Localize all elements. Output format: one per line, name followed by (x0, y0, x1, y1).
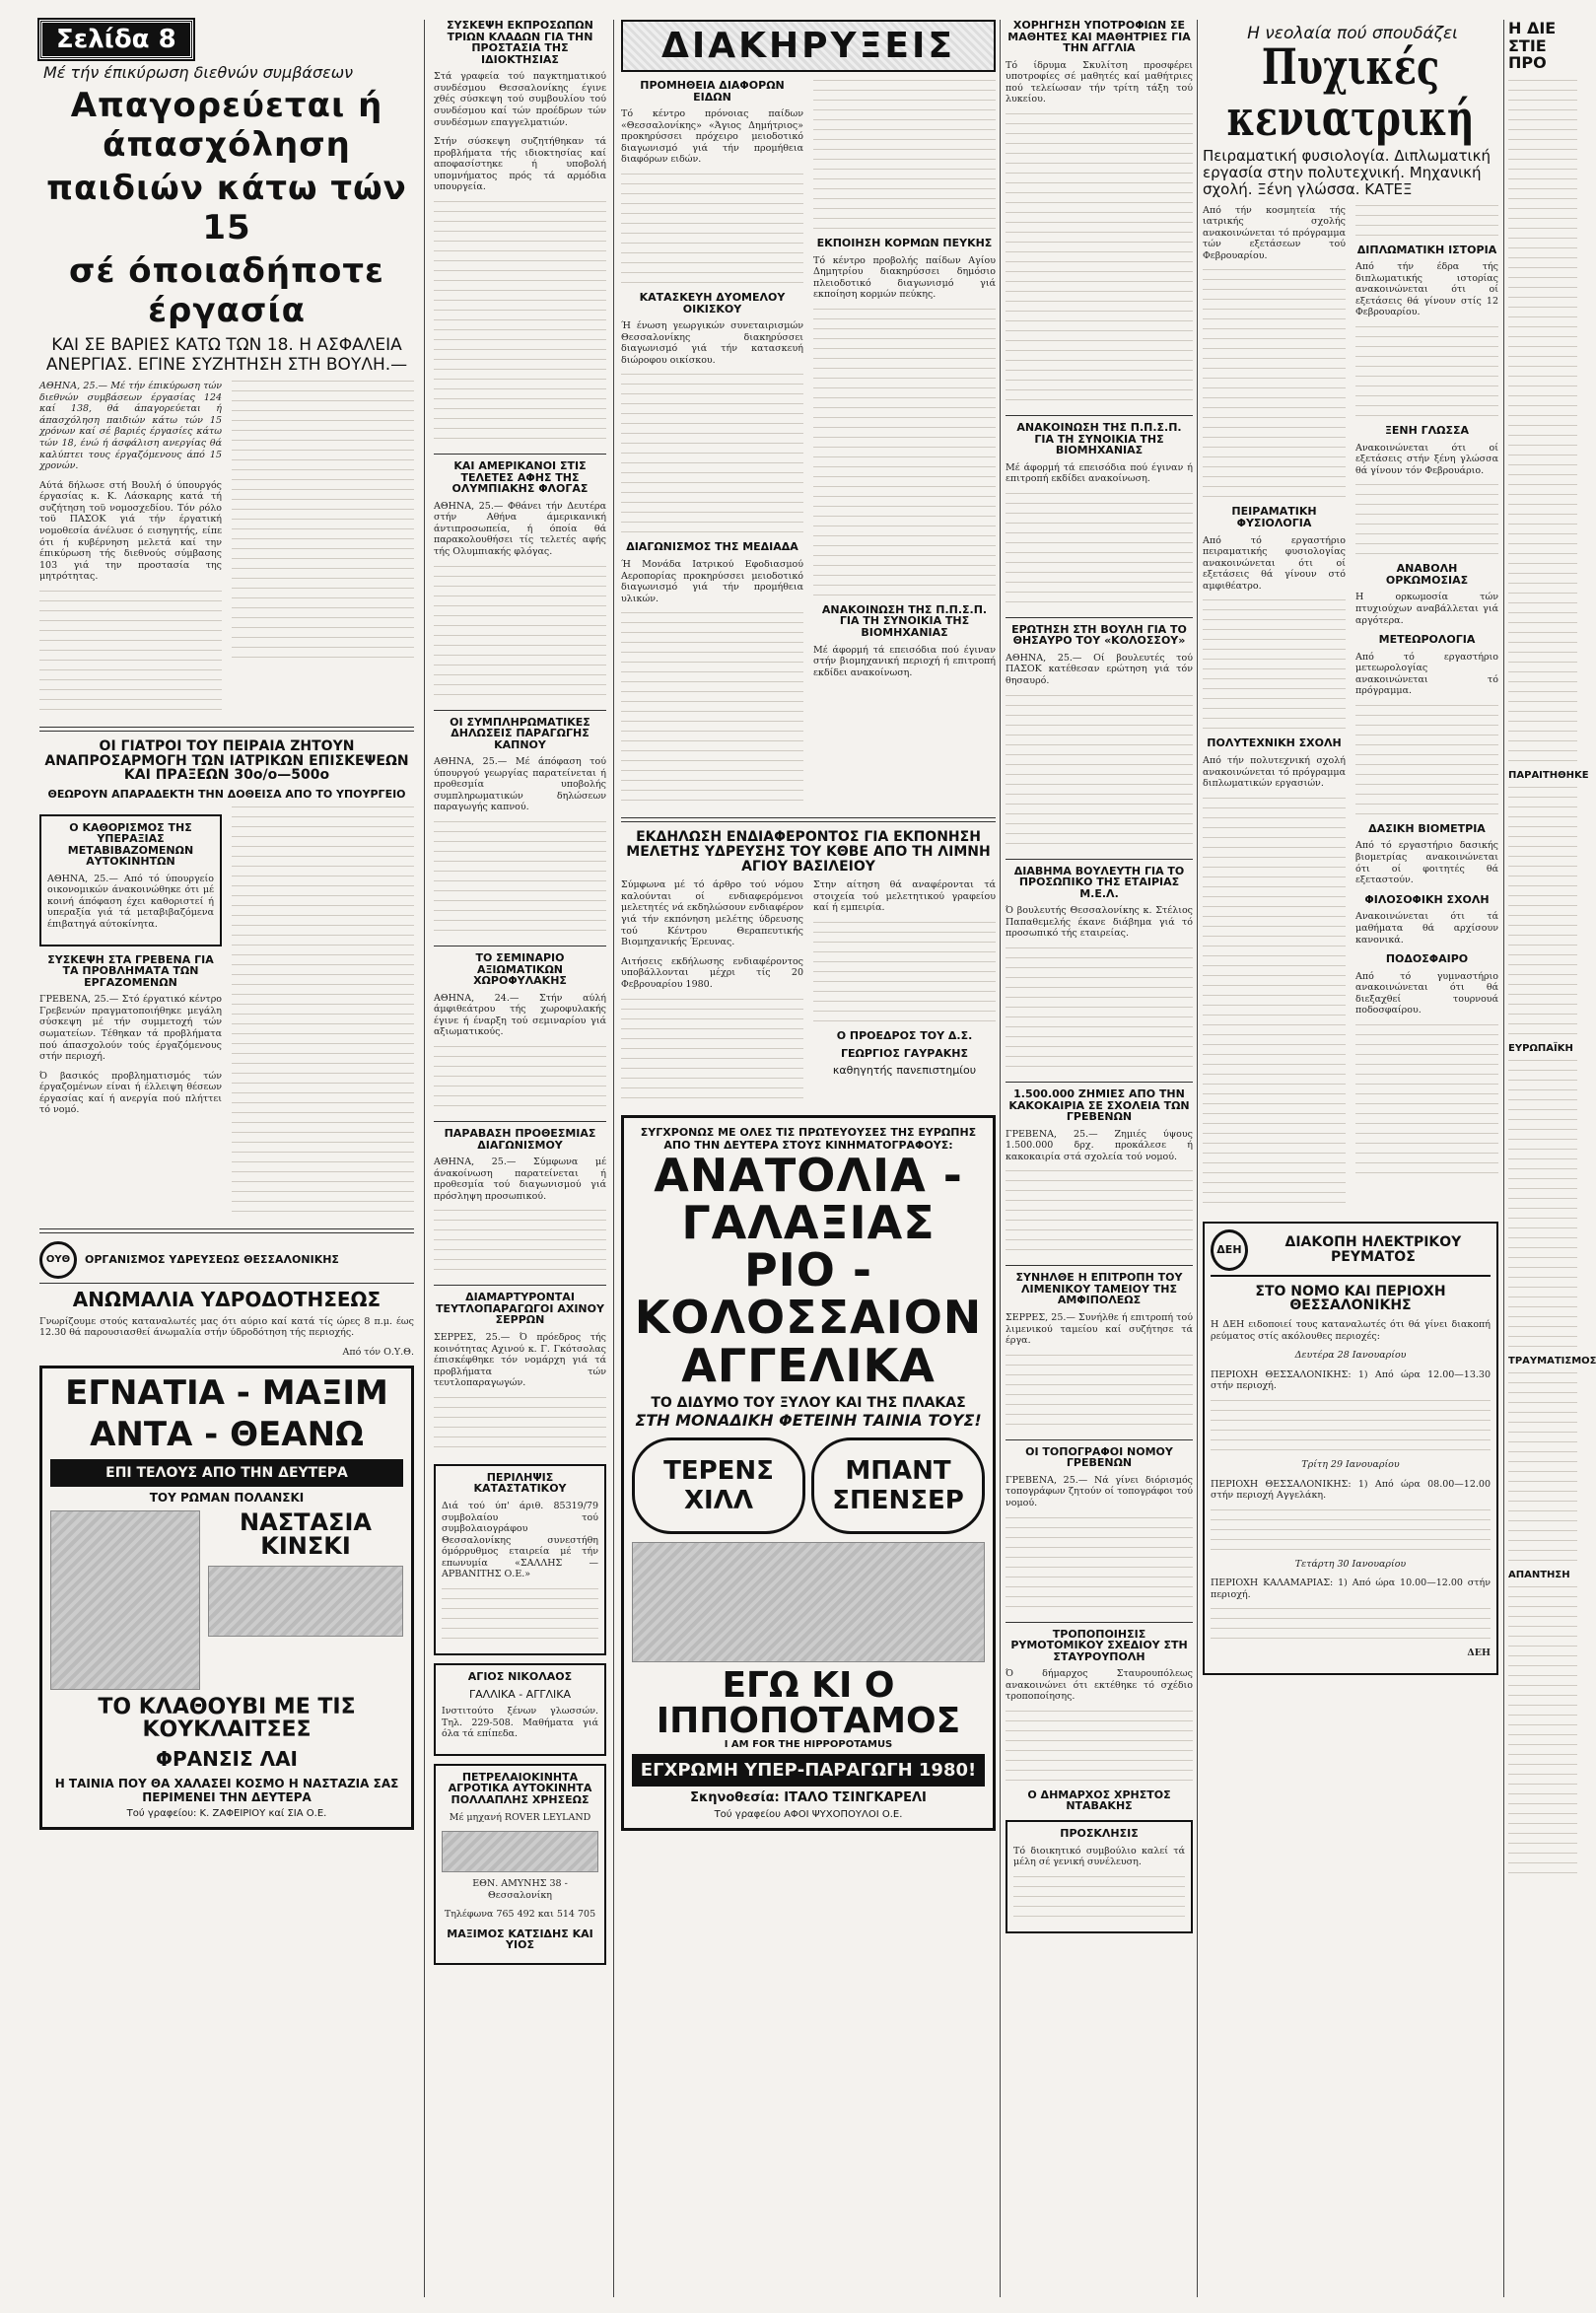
oyth-logo-icon: ΟΥΘ (39, 1241, 77, 1279)
water-study-text-3: Στην αίτηση θά αναφέρονται τά στοιχεία τού μελετητικού γραφείου καί ή εμπειρία. (813, 879, 996, 914)
column-2 (434, 20, 606, 1973)
oyth-ad (39, 1241, 414, 1359)
water-study-article (621, 879, 996, 1106)
section-divider (39, 1228, 414, 1233)
article-text-filler (1355, 1024, 1498, 1182)
announcement-1-text: Τό κέντρο πρόνοιας παίδων «Θεσσαλονίκης» «Άγιος Δημήτριος» προκηρύσσει πρόχειρο μειοδοτικό διαγωνισμό γιά τήν προμήθεια διαφόρων ειδών. (621, 108, 803, 166)
article-text-filler (621, 612, 803, 809)
scholarship-title: ΧΟΡΗΓΗΣΗ ΥΠΟΤΡΟΦΙΩΝ ΣΕ ΜΑΘΗΤΕΣ ΚΑΙ ΜΑΘΗΤΡΙΕΣ ΓΙΑ ΤΗΝ ΑΓΓΛΙΑ (1007, 19, 1191, 55)
cinema-star-name: ΝΑΣΤΑΣΙΑ ΚΙΝΣΚΙ (240, 1507, 372, 1560)
article-text-filler (434, 566, 606, 704)
vehicles-ad-address: ΕΘΝ. ΑΜΥΝΗΣ 38 - Θεσσαλονίκη (472, 1878, 568, 1901)
town-plan-title: ΤΡΟΠΟΠΟΙΗΣΙΣ ΡΥΜΟΤΟΜΙΚΟΥ ΣΧΕΔΙΟΥ ΣΤΗ ΣΤΑΥΡΟΥΠΟΛΗ (1010, 1627, 1188, 1663)
cinema-venues-line1: ΑΝΑΤΟΛΙΑ - ΓΑΛΑΞΙΑΣ (654, 1148, 963, 1249)
lead-kicker: Μέ τήν έπικύρωση διεθνών συμβάσεων (43, 63, 354, 82)
tobacco-title: ΟΙ ΣΥΜΠΛΗΡΩΜΑΤΙΚΕΣ ΔΗΛΩΣΕΙΣ ΠΑΡΑΓΩΓΗΣ ΚΑΠΝΟΥ (450, 715, 590, 751)
surveyors-text: ΓΡΕΒΕΝΑ, 25.— Νά γίνει διόρισμός τοπογράφων ζητούν οί τοπογράφοι τού νομού. (1006, 1474, 1193, 1508)
article-text-filler (1355, 326, 1498, 425)
oath-postponed-text: Η ορκωμοσία τών πτυχιούχων αναβάλλεται γιά αργότερα. (1355, 592, 1498, 626)
oyth-title: ΑΝΩΜΑΛΙΑ ΥΔΡΟΔΟΤΗΣΕΩΣ (72, 1287, 382, 1311)
announcements-header: ΔΙΑΚΗΡΥΞΕΙΣ (621, 20, 996, 72)
article-text-filler (1508, 80, 1577, 770)
cinema-venues-1: ΕΓΝΑΤΙΑ - ΜΑΞΙΜ (65, 1373, 388, 1414)
outage-day-2: Τρίτη 29 Ιανουαρίου (1301, 1458, 1400, 1470)
column-4 (1006, 20, 1193, 1941)
water-study-headline: ΕΚΔΗΛΩΣΗ ΕΝΔΙΑΦΕΡΟΝΤΟΣ ΓΙΑ ΕΚΠΟΝΗΣΗ ΜΕΛΕΤΗΣ ΥΔΡΕΥΣΗΣ ΤΟΥ ΚΘΒΕ ΑΠΟ ΤΗ ΛΙΜΝΗ ΑΓΙΟΥ ΒΑΣΙΛΕΙΟΥ (626, 829, 991, 875)
section-divider (1006, 1622, 1193, 1623)
section-philosophy: ΦΙΛΟΣΟΦΙΚΗ ΣΧΟΛΗ (1364, 892, 1490, 906)
cinema-ad-nastasia (39, 1366, 414, 1830)
cropped-headline-3: ΠΡΟ (1508, 53, 1547, 73)
invitation-title: ΠΡΟΣΚΛΗΣΙΣ (1060, 1827, 1139, 1840)
cinema-credit: ΤΟΥ ΡΩΜΑΝ ΠΟΛΑΝΣΚΙ (149, 1490, 305, 1505)
article-text-filler (1508, 1372, 1577, 1570)
storm-damage-text: ΓΡΕΒΕΝΑ, 25.— Ζημιές ύψους 1.500.000 δρχ. προκάλεσε ή κακοκαιρία στά σχολεία τού νομού. (1006, 1128, 1193, 1162)
industry-notice-title: ΑΝΑΚΟΙΝΩΣΗ ΤΗΣ Π.Π.Σ.Π. ΓΙΑ ΤΗ ΣΥΝΟΙΚΙΑ ΤΗΣ ΒΙΟΜΗΧΑΝΙΑΣ (1016, 420, 1182, 457)
section-divider (1006, 1439, 1193, 1440)
announcement-3-text: Τό κέντρο προβολής παίδων Αγίου Δημητρίου διακηρύσσει δημόσιο πλειοδοτικό διαγωνισμό γιά εκποίηση κορμών πεύκης. (813, 254, 996, 301)
article-text-filler (232, 381, 414, 666)
gendarmerie-title: ΤΟ ΣΕΜΙΝΑΡΙΟ ΑΞΙΩΜΑΤΙΚΩΝ ΧΩΡΟΦΥΛΑΚΗΣ (473, 951, 567, 988)
vehicle-illustration (442, 1831, 598, 1872)
announcement-6-text: Μέ άφορμή τά επεισόδια πού έγιναν στήν βιομηχανική περιοχή ή επιτροπή εκδίδει ανακοίνωση. (813, 644, 996, 678)
invitation-text: Τό διοικητικό συμβούλιο καλεί τά μέλη σέ γενική συνέλευση. (1013, 1845, 1185, 1868)
cinema-film-title: ΤΟ ΚΛΑΘΟΥΒΙ ΜΕ ΤΙΣ ΚΟΥΚΛΑΙΤΣΕΣ (98, 1694, 356, 1742)
cropped-headline-7: ΑΠΑΝΤΗΣΗ (1508, 1569, 1570, 1580)
article-text-filler (1006, 947, 1193, 1076)
philosophy-text: Ανακοινώνεται ότι τά μαθήματα θά αρχίσουν κανονικά. (1355, 911, 1498, 946)
announcements-grid (621, 80, 996, 809)
section-football: ΠΟΔΟΣΦΑΙΡΟ (1385, 952, 1469, 966)
experimental-physiology-text: Από τό εργαστήριο πειραματικής φυσιολογίας ανακοινώνεται ότι οί εξετάσεις θά γίνουν στό αμφιθέατρο. (1203, 534, 1346, 592)
surveyors-title: ΟΙ ΤΟΠΟΓΡΑΦΟΙ ΝΟΜΟΥ ΓΡΕΒΕΝΩΝ (1025, 1444, 1173, 1470)
article-text-filler (1203, 269, 1346, 506)
port-fund-text: ΣΕΡΡΕΣ, 25.— Συνήλθε ή επιτροπή τού λιμενικού ταμείου καί συζήτησε τά έργα. (1006, 1311, 1193, 1347)
power-outage-subtitle: ΣΤΟ ΝΟΜΟ ΚΑΙ ΠΕΡΙΟΧΗ ΘΕΣΣΑΛΟΝΙΚΗΣ (1255, 1283, 1446, 1314)
cropped-headline-6: ΤΡΑΥΜΑΤΙΣΜΟΣ (1508, 1355, 1596, 1367)
section-divider (621, 817, 996, 822)
students-kicker: Η νεολαία πού σπουδάζει (1247, 24, 1458, 43)
gendarmerie-text: ΑΘΗΝΑ, 24.— Στήν αύλή άμφιθεάτρου τής χωροφυλακής έγινε ή έναρξη τού σεμιναρίου γιά αξιωματικούς. (434, 992, 606, 1038)
section-divider (1006, 1082, 1193, 1083)
port-fund-title: ΣΥΝΗΛΘΕ Η ΕΠΙΤΡΟΠΗ ΤΟΥ ΛΙΜΕΝΙΚΟΥ ΤΑΜΕΙΟΥ ΤΗΣ ΑΜΦΙΠΟΛΕΩΣ (1015, 1271, 1183, 1307)
article-text-filler (1211, 1400, 1491, 1459)
article-text-filler (1211, 1509, 1491, 1559)
announcement-1-title: ΠΡΟΜΗΘΕΙΑ ΔΙΑΦΟΡΩΝ ΕΙΔΩΝ (640, 79, 785, 104)
article-text-filler (621, 999, 803, 1107)
section-foreign-language: ΞΕΝΗ ΓΛΩΣΣΑ (1384, 423, 1470, 437)
students-intro: Από τήν κοσμητεία τής ιατρικής σχολής ανακοινώνεται τό πρόγραμμα τών εξετάσεων τού Φεβρουαρίου. (1203, 204, 1346, 261)
lead-paragraph: ΑΘΗΝΑ, 25.— Μέ τήν έπικύρωση τών διεθνών συμβάσεων έργασίας 124 καί 138, θά άπαγορεύεται ή άπασχόληση παιδιών κάτω τών 15 χρόνων καί σέ βαριές έργασίες κάτω τών 18, ένώ ή άσφάλιση ανεργίας θά καλύπτει τους έργαζόμενους άπό 15 χρονών. (39, 381, 222, 472)
article-text-filler (1006, 493, 1193, 611)
olympic-flame-title: ΚΑΙ ΑΜΕΡΙΚΑΝΟΙ ΣΤΙΣ ΤΕΛΕΤΕΣ ΑΦΗΣ ΤΗΣ ΟΛΥΜΠΙΑΚΗΣ ΦΛΟΓΑΣ (451, 458, 589, 496)
article-text-filler (1211, 1608, 1491, 1647)
cinema-distributor: Τού γραφείου ΑΦΟΙ ΨΥΧΟΠΟΥΛΟΙ Ο.Ε. (714, 1809, 903, 1820)
lead-article (39, 381, 414, 719)
town-plan-signature: Ο ΔΗΜΑΡΧΟΣ ΧΡΗΣΤΟΣ ΝΤΑΒΑΚΗΣ (1027, 1787, 1171, 1813)
signatory-role: καθηγητής πανεπιστημίου (832, 1064, 977, 1078)
cropped-headline-5: ΕΥΡΩΠΑΪΚΗ (1508, 1042, 1573, 1054)
car-tax-text: ΑΘΗΝΑ, 25.— Από τό ύπουργείο οικονομικών άνακοινώθηκε ότι μέ κοινή άπόφαση έχει καθοριστεί ή υπεραξία γιά τά μεταβιβαζόμενα έπιβατηγά αύτοκίνητα. (47, 873, 214, 931)
column-3 (621, 20, 996, 1831)
cinema-venues-line3: ΑΓΓΕΛΙΚΑ (681, 1338, 936, 1392)
section-divider (434, 1121, 606, 1122)
mel-staff-title: ΔΙΑΒΗΜΑ ΒΟΥΛΕΥΤΗ ΓΙΑ ΤΟ ΠΡΟΣΩΠΙΚΟ ΤΗΣ ΕΤΑΙΡΙΑΣ Μ.Ε.Λ. (1013, 864, 1185, 900)
article-text-filler (1508, 1060, 1577, 1356)
oyth-text: Γνωρίζουμε στούς καταναλωτές μας ότι αύριο καί κατά τίς ώρες 8 π.μ. έως 12.30 θά παρουσιασθεί άνωμαλία στήν ύδροδότηση τής περιοχής. (39, 1315, 414, 1339)
language-school-title: ΑΓΙΟΣ ΝΙΚΟΛΑΟΣ (467, 1670, 573, 1684)
cinema-director: Σκηνοθεσία: ΙΤΑΛΟ ΤΣΙΝΓΚΑΡΕΛΙ (690, 1790, 927, 1805)
water-study-text-2: Αιτήσεις εκδήλωσης ενδιαφέροντος υποβάλλονται μέχρι τίς 20 Φεβρουαρίου 1980. (621, 955, 803, 990)
signatory-name: ΓΕΩΡΓΙΟΣ ΓΑΥΡΑΚΗΣ (840, 1046, 969, 1060)
students-headline: Πυχικές κενιατρική (1226, 37, 1475, 147)
grevena-text-2: Ό βασικός προβληματισμός τών έργαζομένων είναι ή έλλειψη θέσεων έργασίας καί ή ανεργία πού πλήττει τό νομό. (39, 1070, 222, 1116)
cinema-poster-illustration (632, 1542, 985, 1662)
vehicles-ad-signature: ΜΑΞΙΜΟΣ ΚΑΤΣΙΔΗΣ ΚΑΙ ΥΙΟΣ (447, 1927, 593, 1952)
property-meeting-text-2: Στήν σύσκεψη συζητήθηκαν τά προβλήματα τής ιδιοκτησίας καί αποφασίστηκε ή υποβολή υπομνήματος πρός τά αρμόδια υπουργεία. (434, 136, 606, 193)
article-text-filler (1006, 1517, 1193, 1616)
article-text-filler (434, 1046, 606, 1115)
dei-logo-icon: ΔΕΗ (1211, 1229, 1248, 1271)
signatory-title: Ο ΠΡΟΕΔΡΟΣ ΤΟΥ Δ.Σ. (836, 1029, 973, 1043)
olympic-flame-text: ΑΘΗΝΑ, 25.— Φθάνει τήν Δευτέρα στήν Αθήνα άμερικανική άντιπροσωπεία, ή όποία θά παρακολουθήσει τίς τελετές αφής τής Ολυμπιακής φλόγας. (434, 500, 606, 557)
meteorology-text: Από τό εργαστήριο μετεωρολογίας ανακοινώνεται τό πρόγραμμα. (1355, 651, 1498, 697)
announcement-4-text: Ή Μονάδα Ιατρικού Εφοδιασμού Αεροπορίας προκηρύσσει μειοδοτικό διαγωνισμό γιά τήν προμήθεια υλικών. (621, 558, 803, 604)
section-experimental-physiology: ΠΕΙΡΑΜΑΤΙΚΗ ΦΥΣΙΟΛΟΓΙΑ (1231, 505, 1317, 529)
article-text-filler (621, 174, 803, 292)
doctors-subheadline: ΘΕΩΡΟΥΝ ΑΠΑΡΑΔΕΚΤΗ ΤΗΝ ΔΟΘΕΙΣΑ ΑΠΟ ΤΟ ΥΠΟΥΡΓΕΙΟ (47, 787, 406, 801)
article-text-filler (1355, 205, 1498, 245)
article-text-filler (1355, 484, 1498, 563)
article-text-filler (621, 374, 803, 541)
foreign-language-text: Ανακοινώνεται ότι οί εξετάσεις στήν ξένη γλώσσα θά γίνουν τόν Φεβρουάριο. (1355, 442, 1498, 476)
article-text-filler (434, 1210, 606, 1279)
article-text-filler (1203, 599, 1346, 737)
article-text-filler (434, 1397, 606, 1456)
cinema-photo-illustration (208, 1566, 403, 1637)
cinema-banner: ΕΠΙ ΤΕΛΟΥΣ ΑΠΟ ΤΗΝ ΔΕΥΤΕΡΑ (50, 1459, 403, 1487)
column-rule (613, 20, 614, 2297)
cinema-duo-line-2: ΣΤΗ ΜΟΝΑΔΙΚΗ ΦΕΤΕΙΝΗ ΤΑΙΝΙΑ ΤΟΥΣ! (635, 1411, 982, 1430)
grevena-title: ΣΥΣΚΕΨΗ ΣΤΑ ΓΡΕΒΕΝΑ ΓΙΑ ΤΑ ΠΡΟΒΛΗΜΑΤΑ ΤΩΝ ΕΡΓΑΖΟΜΕΝΩΝ (47, 952, 214, 989)
cinema-tagline: ΕΓΧΡΩΜΗ ΥΠΕΡ-ΠΑΡΑΓΩΓΗ 1980! (632, 1754, 985, 1787)
cinema-venues-line2: ΡΙΟ - ΚΟΛΟΣΣΑΙΟΝ (634, 1243, 983, 1345)
article-text-filler (1006, 695, 1193, 853)
forest-biometry-text: Από τό εργαστήριο δασικής βιομετρίας ανακοινώνεται ότι οί φοιτητές θά εξεταστούν. (1355, 840, 1498, 886)
students-article (1203, 205, 1498, 1212)
outage-day-3: Τετάρτη 30 Ιανουαρίου (1294, 1558, 1407, 1570)
cropped-headline-4: ΠΑΡΑΙΤΗΘΗΚΕ (1508, 769, 1589, 781)
cinema-star-2: ΜΠΑΝΤ ΣΠΕΝΣΕΡ (811, 1437, 985, 1534)
power-outage-signature: ΔΕΗ (1467, 1647, 1491, 1659)
property-meeting-text: Στά γραφεία τού παγκτηματικού συνδέσμου Θεσσαλονίκης έγινε χθές σύσκεψη τού συμβουλίου τού συνδέσμου καί τών προέδρων τών συνδέσμων επαγγελματιών. (434, 71, 606, 128)
vehicles-ad-title: ΠΕΤΡΕΛΑΙΟΚΙΝΗΤΑ ΑΓΡΟΤΙΚΑ ΑΥΤΟΚΙΝΗΤΑ ΠΟΛΛΑΠΛΗΣ ΧΡΗΣΕΩΣ (448, 1770, 592, 1806)
announcement-3-title: ΕΚΠΟΙΗΣΗ ΚΟΡΜΩΝ ΠΕΥΚΗΣ (816, 237, 993, 249)
deadline-title: ΠΑΡΑΒΑΣΗ ΠΡΟΘΕΣΜΙΑΣ ΔΙΑΓΩΝΙΣΜΟΥ (444, 1126, 596, 1152)
cinema-venues-2: ΑΝΤΑ - ΘΕΑΝΩ (90, 1414, 364, 1454)
column-6-cropped (1508, 19, 1596, 1882)
vehicles-ad-box (434, 1764, 606, 1965)
lead-subheadline: ΚΑΙ ΣΕ ΒΑΡΙΕΣ ΚΑΤΩ ΤΩΝ 18. Η ΑΣΦΑΛΕΙΑ ΑΝΕΡΓΙΑΣ. ΕΓΙΝΕ ΣΥΖΗΤΗΣΗ ΣΤΗ ΒΟΥΛΗ.— (45, 335, 408, 375)
announcement-6-title: ΑΝΑΚΟΙΝΩΣΗ ΤΗΣ Π.Π.Σ.Π. ΓΙΑ ΤΗ ΣΥΝΟΙΚΙΑ ΤΗΣ ΒΙΟΜΗΧΑΝΙΑΣ (821, 602, 988, 639)
treasure-question-text: ΑΘΗΝΑ, 25.— Οί βουλευτές τού ΠΑΣΟΚ κατέθεσαν ερώτηση γιά τόν θησαυρό. (1006, 652, 1193, 686)
deadline-text: ΑΘΗΝΑ, 25.— Σύμφωνα μέ άνακοίνωση παρατείνεται ή προθεσμία τού διαγωνισμού γιά πρόσληψη προσωπικού. (434, 1156, 606, 1202)
cinema-ad-hippopotamus (621, 1115, 996, 1831)
article-text-filler (1355, 705, 1498, 823)
outage-area-1: ΠΕΡΙΟΧΗ ΘΕΣΣΑΛΟΝΙΚΗΣ: 1) Από ώρα 12.00—13.30 στήν περιοχή. (1211, 1368, 1491, 1392)
polytechnic-text: Από τήν πολυτεχνική σχολή ανακοινώνεται τό πρόγραμμα διπλωματικών εργασιών. (1203, 754, 1346, 790)
cinema-film-title: ΕΓΩ ΚΙ Ο ΙΠΠΟΠΟΤΑΜΟΣ (656, 1665, 961, 1741)
cinema-film-title-en: I AM FOR THE HIPPOPOTAMUS (724, 1739, 893, 1750)
property-meeting-title: ΣΥΣΚΕΨΗ ΕΚΠΡΟΣΩΠΩΝ ΤΡΙΩΝ ΚΛΑΔΩΝ ΓΙΑ ΤΗΝ ΠΡΟΣΤΑΣΙΑ ΤΗΣ ΙΔΙΟΚΤΗΣΙΑΣ (447, 19, 593, 66)
diplomatic-history-text: Από τήν έδρα τής διπλωματικής ιστορίας ανακοινώνεται ότι οί εξετάσεις θά γίνουν στίς 12 Φεβρουαρίου. (1355, 261, 1498, 318)
article-text-filler (1508, 787, 1577, 1043)
section-divider (1006, 1265, 1193, 1266)
treasure-question-title: ΕΡΩΤΗΣΗ ΣΤΗ ΒΟΥΛΗ ΓΙΑ ΤΟ ΘΗΣΑΥΡΟ ΤΟΥ «ΚΟΛΟΣΣΟΥ» (1011, 622, 1187, 648)
doctors-article (39, 806, 414, 1221)
section-diplomatic-history: ΔΙΠΛΩΜΑΤΙΚΗ ΙΣΤΟΡΙΑ (1356, 243, 1497, 256)
invitation-box (1006, 1820, 1193, 1933)
car-tax-title: Ο ΚΑΘΟΡΙΣΜΟΣ ΤΗΣ ΥΠΕΡΑΞΙΑΣ ΜΕΤΑΒΙΒΑΖΟΜΕΝΩΝ ΑΥΤΟΚΙΝΗΤΩΝ (67, 820, 194, 869)
article-text-filler (813, 922, 996, 1030)
section-divider (1006, 415, 1193, 416)
language-school-box (434, 1663, 606, 1756)
article-text-filler (434, 201, 606, 448)
oyth-organization: ΟΡΓΑΝΙΣΜΟΣ ΥΔΡΕΥΣΕΩΣ ΘΕΣΣΑΛΟΝΙΚΗΣ (85, 1252, 339, 1266)
scholarship-text: Τό ίδρυμα Σκυλίτση προσφέρει υποτροφίες σέ μαθητές καί μαθήτριες πού τελείωσαν τήν τρίτη τάξη τού λυκείου. (1006, 59, 1193, 105)
section-divider (1006, 859, 1193, 860)
car-tax-box (39, 814, 222, 946)
section-polytechnic: ΠΟΛΥΤΕΧΝΙΚΗ ΣΧΟΛΗ (1207, 736, 1342, 750)
mel-staff-text: Ό βουλευτής Θεσσαλονίκης κ. Στέλιος Παπαθεμελής έκανε διάβημα γιά τό προσωπικό τής εταιρείας. (1006, 905, 1193, 940)
language-school-subtitle: ΓΑΛΛΙΚΑ - ΑΓΓΛΙΚΑ (469, 1687, 571, 1701)
company-statute-title: ΠΕΡΙΛΗΨΙΣ ΚΑΤΑΣΤΑΤΙΚΟΥ (473, 1470, 567, 1496)
section-oath-postponed: ΑΝΑΒΟΛΗ ΟΡΚΩΜΟΣΙΑΣ (1385, 562, 1469, 587)
power-outage-title: ΔΙΑΚΟΠΗ ΗΛΕΚΤΡΙΚΟΥ ΡΕΥΜΑΤΟΣ (1284, 1234, 1462, 1265)
power-outage-intro: Η ΔΕΗ ειδοποιεί τους καταναλωτές ότι θά γίνει διακοπή ρεύματος στίς ακόλουθες περιοχές: (1211, 1319, 1491, 1342)
article-text-filler (813, 80, 996, 238)
column-rule (1000, 20, 1001, 2297)
article-text-filler (1006, 113, 1193, 409)
lead-headline-line2: παιδιών κάτω τών 15 (46, 169, 407, 247)
lead-headline-line1: Απαγορεύεται ή άπασχόληση (70, 86, 383, 165)
article-text-filler (232, 806, 414, 1221)
section-divider (39, 727, 414, 732)
vehicles-ad-phone: Τηλέφωνα 765 492 και 514 705 (444, 1909, 596, 1921)
company-statute-text: Διά τού ύπ' άριθ. 85319/79 συμβολαίου τού συμβολαιογράφου Θεσσαλονίκης συνεστήθη όμόρρυθμος εταιρεία μέ τήν επωνυμία «ΣΑΛΛΗΣ — ΑΡΒΑΝΙΤΗΣ Ο.Ε.» (442, 1501, 598, 1580)
outage-area-2: ΠΕΡΙΟΧΗ ΘΕΣΣΑΛΟΝΙΚΗΣ: 1) Από ώρα 08.00—12.00 στήν περιοχή Αγγελάκη. (1211, 1478, 1491, 1502)
article-text-filler (1006, 1711, 1193, 1789)
tobacco-text: ΑΘΗΝΑ, 25.— Μέ άπόφαση τού ύπουργού γεωργίας παρατείνεται ή προθεσμία υποβολής συμπληρωματικών δηλώσεων παραγωγής καπνού. (434, 756, 606, 813)
column-rule (424, 20, 425, 2297)
announcement-2-text: Ή ένωση γεωργικών συνεταιρισμών Θεσσαλονίκης διακηρύσσει διαγωνισμό γιά τήν κατασκευή διώροφου οικίσκου. (621, 320, 803, 366)
article-text-filler (434, 821, 606, 940)
beet-growers-text: ΣΕΡΡΕΣ, 25.— Ό πρόεδρος τής κοινότητας Αχινού κ. Γ. Γκότσολας έπισκέφθηκε τόν νομάρχη γιά τά προβλήματα τών τευτλοπαραγωγών. (434, 1332, 606, 1389)
cinema-duo-line: ΤΟ ΔΙΔΥΜΟ ΤΟΥ ΞΥΛΟΥ ΚΑΙ ΤΗΣ ΠΛΑΚΑΣ (651, 1395, 966, 1411)
article-text-filler (1203, 995, 1346, 1212)
outage-day-1: Δευτέρα 28 Ιανουαρίου (1294, 1350, 1407, 1362)
section-divider (1006, 617, 1193, 618)
cropped-headline-1: Η ΔΙΕ (1508, 19, 1557, 37)
section-divider (434, 710, 606, 711)
storm-damage-title: 1.500.000 ΖΗΜΙΕΣ ΑΠΟ ΤΗΝ ΚΑΚΟΚΑΙΡΙΑ ΣΕ ΣΧΟΛΕΙΑ ΤΩΝ ΓΡΕΒΕΝΩΝ (1008, 1086, 1190, 1124)
football-text: Από τό γυμναστήριο ανακοινώνεται ότι θά διεξαχθεί τουρνουά ποδοσφαίρου. (1355, 970, 1498, 1016)
industry-notice-text: Μέ άφορμή τά επεισόδια πού έγιναν ή επιτροπή εκδίδει ανακοίνωση. (1006, 461, 1193, 485)
cinema-distributor: Τού γραφείου: Κ. ΖΑΦΕΙΡΙΟΥ καί ΣΙΑ Ο.Ε. (126, 1807, 327, 1819)
town-plan-text: Ό δήμαρχος Σταυρουπόλεως ανακοινώνει ότι εκτέθηκε τό σχέδιο τροποποίησης. (1006, 1668, 1193, 1703)
article-text-filler (1006, 1170, 1193, 1259)
column-1 (39, 20, 414, 1830)
cinema-tagline: Η ΤΑΙΝΙΑ ΠΟΥ ΘΑ ΧΑΛΑΣΕΙ ΚΟΣΜΟ Η ΝΑΣΤΑΖΙΑ ΣΑΣ ΠΕΡΙΜΕΝΕΙ ΤΗΝ ΔΕΥΤΕΡΑ (54, 1776, 399, 1804)
doctors-headline: ΟΙ ΓΙΑΤΡΟΙ ΤΟΥ ΠΕΙΡΑΙΑ ΖΗΤΟΥΝ ΑΝΑΠΡΟΣΑΡΜΟΓΗ ΤΩΝ ΙΑΤΡΙΚΩΝ ΕΠΙΣΚΕΨΕΩΝ ΚΑΙ ΠΡΑΞΕΩΝ 30ο/ο—500ο (44, 737, 409, 784)
article-text-filler (1508, 1586, 1577, 1882)
students-subheadline: Πειραματική φυσιολογία. Διπλωματική εργασία στην πολυτεχνική. Μηχανική σχολή. Ξένη γλώσσα. ΚΑΤΕΞ (1203, 146, 1491, 199)
article-text-filler (1013, 1876, 1185, 1926)
article-text-filler (442, 1588, 598, 1647)
section-divider (434, 454, 606, 455)
article-text-filler (813, 309, 996, 604)
section-meteorology: ΜΕΤΕΩΡΟΛΟΓΙΑ (1378, 633, 1476, 647)
section-forest-biometry: ΔΑΣΙΚΗ ΒΙΟΜΕΤΡΙΑ (1368, 821, 1486, 835)
section-divider (434, 1285, 606, 1286)
company-statute-box (434, 1464, 606, 1655)
article-text-filler (39, 591, 222, 719)
column-5 (1203, 20, 1498, 1683)
cinema-photo-illustration (50, 1510, 200, 1690)
article-text-filler (1006, 1355, 1193, 1434)
cinema-music-credit: ΦΡΑΝΣΙΣ ΛΑΙ (155, 1746, 298, 1771)
cinema-star-1: ΤΕΡΕΝΣ ΧΙΛΛ (632, 1437, 805, 1534)
announcement-4-title: ΔΙΑΓΩΝΙΣΜΟΣ ΤΗΣ ΜΕΔΙΑΔΑ (626, 540, 798, 554)
column-rule (1503, 20, 1504, 2297)
oyth-signature: Από τόν Ο.Υ.Θ. (342, 1346, 414, 1358)
page-label: Σελίδα 8 (39, 20, 193, 59)
vehicles-ad-text: Μέ μηχανή ROVER LEYLAND (449, 1811, 591, 1823)
column-rule (1197, 20, 1198, 2297)
power-outage-ad (1203, 1222, 1498, 1675)
lead-body: Αύτά δήλωσε στή Βουλή ό ύπουργός έργασίας κ. Κ. Λάσκαρης κατά τή συζήτηση τοϋ νομοσχεδίου. Τόν ρόλο τοϋ ΠΑΣΟΚ γιά τήν έργατική νομοθεσία άνέλυσε ό εισηγητής, είπε ότι ή κυβέρνηση μελετά καί την έπικύρωση τής διεθνούς σύμβασης 103 γιά την προστασία της μητρότητας. (39, 479, 222, 583)
cinema-intro: ΣΥΓΧΡΟΝΩΣ ΜΕ ΟΛΕΣ ΤΙΣ ΠΡΩΤΕΥΟΥΣΕΣ ΤΗΣ ΕΥΡΩΠΗΣ ΑΠΟ ΤΗΝ ΔΕΥΤΕΡΑ ΣΤΟΥΣ ΚΙΝΗΜΑΤΟΓΡΑΦΟΥΣ: (640, 1125, 977, 1152)
grevena-text: ΓΡΕΒΕΝΑ, 25.— Στό έργατικό κέντρο Γρεβενών πραγματοποιήθηκε μεγάλη σύσκεψη μέ τήν συμμετοχή τών σωματείων. Τέθηκαν τά προβλήματα πού άπασχολούν τούς έργαζόμενους στήν περιοχή. (39, 994, 222, 1063)
article-text-filler (1203, 798, 1346, 995)
announcement-2-title: ΚΑΤΑΣΚΕΥΗ ΔΥΟΜΕΛΟΥ ΟΙΚΙΣΚΟΥ (639, 290, 786, 315)
language-school-text: Ινστιτούτο ξένων γλωσσών. Τηλ. 229-508. Μαθήματα γιά όλα τά επίπεδα. (442, 1706, 598, 1740)
lead-headline-line3: σέ όποιαδήποτε έργασία (69, 251, 384, 330)
cropped-headline-2: ΣΤΙΕ (1508, 35, 1547, 55)
outage-area-3: ΠΕΡΙΟΧΗ ΚΑΛΑΜΑΡΙΑΣ: 1) Από ώρα 10.00—12.00 στήν περιοχή. (1211, 1577, 1491, 1600)
water-study-text: Σύμφωνα μέ τό άρθρο τού νόμου καλούνται οί ενδιαφερόμενοι μελετητές νά εκδηλώσουν ενδιαφέρον γιά τήν εκπόνηση μελέτης ύδρευσης τού Κέντρου Θεραπευτικής Βιομηχανικής Έρευνας. (621, 879, 803, 948)
beet-growers-title: ΔΙΑΜΑΡΤΥΡΟΝΤΑΙ ΤΕΥΤΛΟΠΑΡΑΓΩΓΟΙ ΑΧΙΝΟΥ ΣΕΡΡΩΝ (436, 1291, 604, 1327)
